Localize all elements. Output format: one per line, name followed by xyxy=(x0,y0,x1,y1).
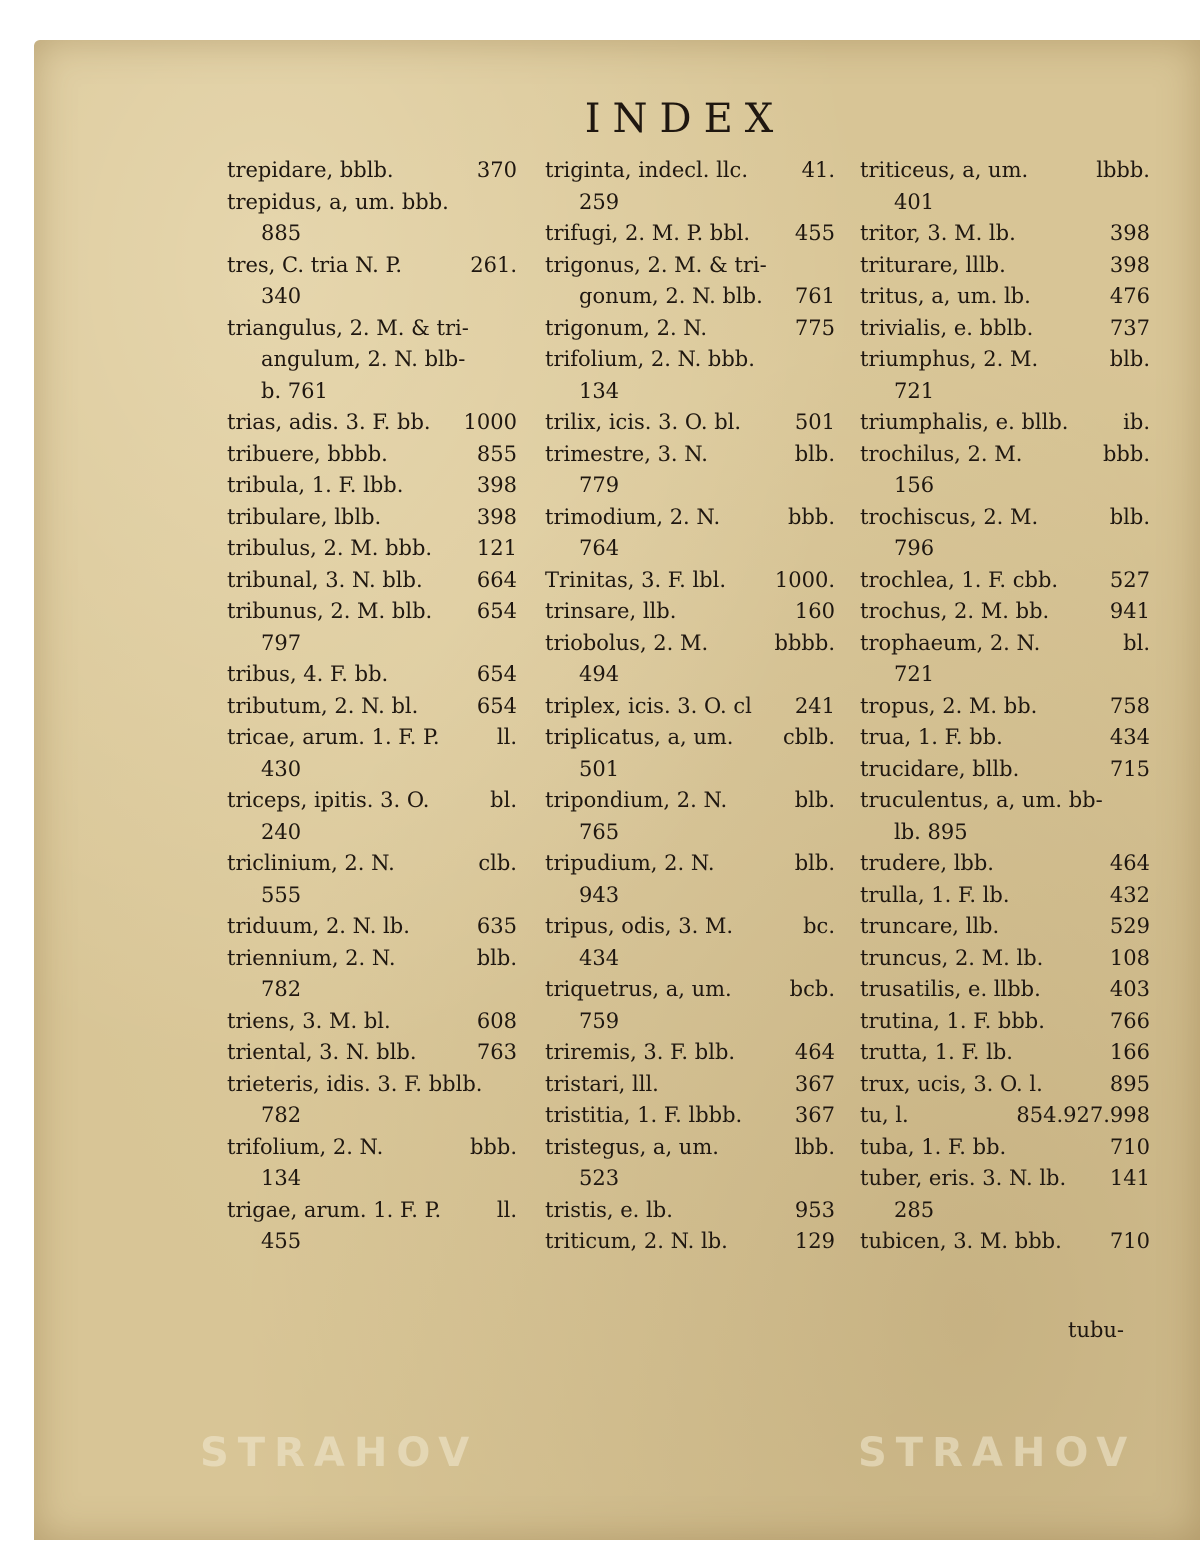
index-entry xyxy=(860,439,1150,471)
page-ref: 455 xyxy=(794,221,835,245)
index-term: 430 xyxy=(261,756,302,781)
index-entry xyxy=(545,1069,835,1101)
index-term: triclinium, 2. N. xyxy=(227,851,395,875)
index-term: 340 xyxy=(261,284,302,308)
page-ref: 432 xyxy=(1109,882,1150,907)
index-term: 721 xyxy=(894,662,935,686)
index-entry xyxy=(860,880,1150,912)
page-ref: 403 xyxy=(1109,977,1150,1001)
index-entry xyxy=(227,880,517,912)
index-term: Trinitas, 3. F. lbl. xyxy=(545,567,727,592)
index-term: trigonum, 2. N. xyxy=(545,315,708,340)
index-entry xyxy=(545,943,835,975)
index-term: 885 xyxy=(261,221,302,245)
index-entry xyxy=(227,281,517,313)
index-entry xyxy=(860,250,1150,282)
index-term: trifolium, 2. N. xyxy=(227,1134,384,1159)
index-entry xyxy=(860,628,1150,660)
page-ref: clb. xyxy=(478,851,517,875)
index-entry xyxy=(227,470,517,502)
page-ref: 398 xyxy=(1109,252,1150,277)
index-column-2 xyxy=(545,155,835,1258)
page-ref: 529 xyxy=(1109,914,1150,938)
index-term: triticum, 2. N. lb. xyxy=(545,1229,728,1253)
page-ref: 763 xyxy=(476,1040,517,1064)
index-term: triremis, 3. F. blb. xyxy=(545,1040,736,1064)
index-entry xyxy=(545,218,835,250)
index-entry xyxy=(545,1006,835,1038)
index-term: triumphalis, e. bllb. xyxy=(860,410,1069,434)
page-ref: 758 xyxy=(1109,693,1150,718)
index-entry xyxy=(545,754,835,786)
index-term: trophaeum, 2. N. xyxy=(860,630,1041,655)
index-entry xyxy=(227,218,517,250)
index-entry xyxy=(545,1037,835,1069)
index-term: triginta, indecl. llc. xyxy=(545,158,748,182)
page-ref: lbb. xyxy=(794,1134,835,1159)
index-term: trimodium, 2. N. xyxy=(545,504,721,529)
index-term: tribulare, lblb. xyxy=(227,504,382,529)
index-entry xyxy=(545,439,835,471)
index-entry xyxy=(227,407,517,439)
page-ref: blb. xyxy=(794,441,835,466)
index-term: trifolium, 2. N. bbb. xyxy=(545,347,755,371)
index-entry xyxy=(545,911,835,943)
index-entry xyxy=(227,376,517,408)
index-term: triplex, icis. 3. O. cl xyxy=(545,693,752,718)
index-term: truculentus, a, um. bb- xyxy=(860,788,1103,812)
page-ref: bbb. xyxy=(1102,441,1150,466)
page-ref: 166 xyxy=(1109,1040,1150,1064)
index-entry xyxy=(860,1100,1150,1132)
index-entry xyxy=(860,470,1150,502)
index-term: 434 xyxy=(579,945,620,970)
index-entry xyxy=(860,754,1150,786)
index-term: trivialis, e. bblb. xyxy=(860,315,1034,340)
page-ref: 710 xyxy=(1109,1229,1150,1253)
index-entry xyxy=(227,439,517,471)
index-term: tribuere, bbbb. xyxy=(227,441,388,466)
index-term: 401 xyxy=(894,189,935,214)
index-entry xyxy=(227,565,517,597)
index-entry xyxy=(860,1195,1150,1227)
index-entry xyxy=(227,1069,517,1101)
index-entry xyxy=(545,250,835,282)
index-term: trudere, lbb. xyxy=(860,851,994,875)
index-term: tribunal, 3. N. blb. xyxy=(227,567,423,592)
index-entry xyxy=(545,596,835,628)
index-term: tripus, odis, 3. M. xyxy=(545,914,734,938)
index-term: 555 xyxy=(261,882,302,907)
page-ref: 664 xyxy=(476,567,517,592)
index-entry xyxy=(227,344,517,376)
page-ref: bbb. xyxy=(469,1134,517,1159)
index-entry xyxy=(227,1100,517,1132)
index-term: trochus, 2. M. bb. xyxy=(860,599,1050,623)
index-entry xyxy=(860,502,1150,534)
index-column-3 xyxy=(860,155,1150,1258)
page-ref: 1000 xyxy=(463,410,517,434)
index-term: triens, 3. M. bl. xyxy=(227,1008,391,1033)
index-entry xyxy=(545,974,835,1006)
index-term: 156 xyxy=(894,473,935,497)
index-term: 764 xyxy=(579,536,620,560)
index-term: triquetrus, a, um. xyxy=(545,977,732,1001)
index-entry xyxy=(545,659,835,691)
index-term: 782 xyxy=(261,1103,302,1127)
index-column-1 xyxy=(227,155,517,1258)
index-entry xyxy=(860,1069,1150,1101)
page-ref: blb. xyxy=(1109,347,1150,371)
index-term: 285 xyxy=(894,1197,935,1222)
index-term: 943 xyxy=(579,882,620,907)
page-ref: bbb. xyxy=(787,504,835,529)
index-term: trulla, 1. F. lb. xyxy=(860,882,1010,907)
index-term: trimestre, 3. N. xyxy=(545,441,708,466)
index-term: 455 xyxy=(261,1229,302,1253)
index-term: trochlea, 1. F. cbb. xyxy=(860,567,1059,592)
index-entry xyxy=(545,313,835,345)
index-entry xyxy=(860,691,1150,723)
index-term: gonum, 2. N. blb. xyxy=(579,284,763,308)
page-ref: 241 xyxy=(794,693,835,718)
index-entry xyxy=(860,1132,1150,1164)
index-term: trusatilis, e. llbb. xyxy=(860,977,1041,1001)
page-ref: 895 xyxy=(1109,1071,1150,1096)
index-entry xyxy=(227,691,517,723)
page-ref: blb. xyxy=(794,851,835,875)
index-term: lb. 895 xyxy=(894,819,968,844)
page-ref: ll. xyxy=(496,1197,517,1222)
index-term: 765 xyxy=(579,819,620,844)
index-term: tribulus, 2. M. bbb. xyxy=(227,536,433,560)
index-term: truncus, 2. M. lb. xyxy=(860,945,1044,970)
page-ref: 367 xyxy=(794,1103,835,1127)
index-entry xyxy=(227,848,517,880)
page-ref: 710 xyxy=(1109,1134,1150,1159)
index-term: tres, C. tria N. P. xyxy=(227,252,403,277)
index-entry xyxy=(545,691,835,723)
index-term: 782 xyxy=(261,977,302,1001)
index-entry xyxy=(545,880,835,912)
page-ref: 737 xyxy=(1109,315,1150,340)
index-entry xyxy=(227,1163,517,1195)
index-entry xyxy=(545,848,835,880)
index-entry xyxy=(227,250,517,282)
index-term: 759 xyxy=(579,1008,620,1033)
index-term: trigonus, 2. M. & tri- xyxy=(545,252,767,277)
index-entry xyxy=(860,596,1150,628)
index-term: trinsare, llb. xyxy=(545,599,677,623)
page-ref: 941 xyxy=(1109,599,1150,623)
index-term: 134 xyxy=(261,1166,302,1190)
index-entry xyxy=(860,407,1150,439)
index-entry xyxy=(227,596,517,628)
index-entry xyxy=(545,1226,835,1258)
index-term: tritor, 3. M. lb. xyxy=(860,221,1016,245)
index-term: 796 xyxy=(894,536,935,560)
index-entry xyxy=(545,565,835,597)
index-entry xyxy=(227,911,517,943)
page-ref: lbbb. xyxy=(1096,158,1150,182)
index-term: tropus, 2. M. bb. xyxy=(860,693,1038,718)
index-term: triental, 3. N. blb. xyxy=(227,1040,417,1064)
index-entry xyxy=(227,974,517,1006)
page-ref: 654 xyxy=(476,599,517,623)
index-term: truncare, llb. xyxy=(860,914,1000,938)
page-ref: 715 xyxy=(1109,756,1150,781)
index-entry xyxy=(545,1163,835,1195)
index-term: tristis, e. lb. xyxy=(545,1197,673,1222)
index-term: trochilus, 2. M. xyxy=(860,441,1023,466)
index-entry xyxy=(227,659,517,691)
index-term: b. 761 xyxy=(261,378,328,403)
index-entry xyxy=(227,1226,517,1258)
index-entry xyxy=(860,565,1150,597)
index-entry xyxy=(545,155,835,187)
index-term: angulum, 2. N. blb- xyxy=(261,347,466,371)
page-ref: bl. xyxy=(1123,630,1150,655)
index-entry xyxy=(545,817,835,849)
index-term: trias, adis. 3. F. bb. xyxy=(227,410,431,434)
index-term: tritus, a, um. lb. xyxy=(860,284,1031,308)
page-ref: 121 xyxy=(476,536,517,560)
index-term: trilix, icis. 3. O. bl. xyxy=(545,410,742,434)
page-ref: 766 xyxy=(1109,1008,1150,1033)
page-ref: 775 xyxy=(794,315,835,340)
page-ref: 527 xyxy=(1109,567,1150,592)
index-entry xyxy=(227,1195,517,1227)
index-entry xyxy=(545,470,835,502)
index-entry xyxy=(860,1163,1150,1195)
index-term: trepidare, bblb. xyxy=(227,158,394,182)
page-ref: 476 xyxy=(1109,284,1150,308)
index-entry xyxy=(860,376,1150,408)
page-ref: 129 xyxy=(794,1229,835,1253)
page-ref: bc. xyxy=(803,914,835,938)
index-term: 523 xyxy=(579,1166,620,1190)
page-ref: 367 xyxy=(794,1071,835,1096)
index-entry xyxy=(227,1132,517,1164)
index-term: triangulus, 2. M. & tri- xyxy=(227,315,469,340)
index-term: trieteris, idis. 3. F. bblb. xyxy=(227,1071,483,1096)
page-ref: 654 xyxy=(476,693,517,718)
index-term: 240 xyxy=(261,819,302,844)
index-entry xyxy=(860,344,1150,376)
index-entry xyxy=(227,754,517,786)
catchword: tubu- xyxy=(1068,1318,1125,1342)
index-entry xyxy=(860,974,1150,1006)
index-term: triennium, 2. N. xyxy=(227,945,396,970)
index-entry xyxy=(860,533,1150,565)
index-entry xyxy=(227,785,517,817)
index-term: tribula, 1. F. lbb. xyxy=(227,473,404,497)
index-term: tristitia, 1. F. lbbb. xyxy=(545,1103,743,1127)
index-entry xyxy=(227,502,517,534)
page-ref: bcb. xyxy=(789,977,835,1001)
index-term: 259 xyxy=(579,189,620,214)
index-term: tripudium, 2. N. xyxy=(545,851,715,875)
page-ref: blb. xyxy=(1109,504,1150,529)
index-entry xyxy=(227,313,517,345)
index-entry xyxy=(860,911,1150,943)
page-ref: 434 xyxy=(1109,725,1150,749)
index-entry xyxy=(860,817,1150,849)
index-entry xyxy=(545,533,835,565)
index-entry xyxy=(545,407,835,439)
page-ref: bbbb. xyxy=(774,630,835,655)
index-entry xyxy=(545,628,835,660)
index-term: triturare, lllb. xyxy=(860,252,1006,277)
index-term: triceps, ipitis. 3. O. xyxy=(227,788,430,812)
index-entry xyxy=(227,722,517,754)
index-entry xyxy=(545,785,835,817)
index-term: trucidare, bllb. xyxy=(860,756,1020,781)
index-entry xyxy=(860,218,1150,250)
index-term: tu, l. xyxy=(860,1103,909,1127)
index-term: tripondium, 2. N. xyxy=(545,788,728,812)
index-entry xyxy=(860,187,1150,219)
index-entry xyxy=(860,659,1150,691)
page-ref: 654 xyxy=(476,662,517,686)
page-ref: 854.927.998 xyxy=(1016,1103,1150,1127)
page-ref: 761 xyxy=(794,284,835,308)
index-term: trux, ucis, 3. O. l. xyxy=(860,1071,1043,1096)
index-term: 501 xyxy=(579,756,620,781)
page-ref: 108 xyxy=(1109,945,1150,970)
page-ref: 398 xyxy=(476,504,517,529)
library-stamp-right: STRAHOV xyxy=(858,1430,1137,1476)
index-term: triobolus, 2. M. xyxy=(545,630,709,655)
index-term: triplicatus, a, um. xyxy=(545,725,734,749)
index-entry xyxy=(860,1037,1150,1069)
index-entry xyxy=(860,848,1150,880)
index-term: 779 xyxy=(579,473,620,497)
index-entry xyxy=(860,785,1150,817)
index-term: 134 xyxy=(579,378,620,403)
index-entry xyxy=(860,1006,1150,1038)
index-term: trifugi, 2. M. P. bbl. xyxy=(545,221,751,245)
index-entry xyxy=(227,628,517,660)
index-entry xyxy=(227,187,517,219)
index-entry xyxy=(227,817,517,849)
index-entry xyxy=(545,344,835,376)
page-ref: 501 xyxy=(794,410,835,434)
index-entry xyxy=(545,281,835,313)
index-entry xyxy=(860,943,1150,975)
index-term: tricae, arum. 1. F. P. xyxy=(227,725,440,749)
index-entry xyxy=(227,533,517,565)
page-ref: 464 xyxy=(1109,851,1150,875)
index-term: tristari, lll. xyxy=(545,1071,659,1096)
index-term: triduum, 2. N. lb. xyxy=(227,914,410,938)
page-ref: 160 xyxy=(794,599,835,623)
index-term: tribus, 4. F. bb. xyxy=(227,662,389,686)
index-entry xyxy=(545,187,835,219)
page-ref: 464 xyxy=(794,1040,835,1064)
index-term: triumphus, 2. M. xyxy=(860,347,1039,371)
index-term: 797 xyxy=(261,630,302,655)
index-entry xyxy=(860,1226,1150,1258)
index-term: trepidus, a, um. bbb. xyxy=(227,189,449,214)
page-ref: ll. xyxy=(496,725,517,749)
library-stamp-left: STRAHOV xyxy=(200,1430,479,1476)
page-ref: 635 xyxy=(476,914,517,938)
index-entry xyxy=(860,281,1150,313)
index-entry xyxy=(227,155,517,187)
index-term: trua, 1. F. bb. xyxy=(860,725,1003,749)
index-entry xyxy=(545,1100,835,1132)
index-term: trutta, 1. F. lb. xyxy=(860,1040,1013,1064)
index-entry xyxy=(545,376,835,408)
page-ref: 398 xyxy=(1109,221,1150,245)
page-heading: INDEX xyxy=(584,96,786,142)
index-entry xyxy=(860,155,1150,187)
index-entry xyxy=(227,1037,517,1069)
page-ref: blb. xyxy=(794,788,835,812)
index-term: 494 xyxy=(579,662,620,686)
index-entry xyxy=(545,1132,835,1164)
page-ref: 398 xyxy=(476,473,517,497)
index-term: tristegus, a, um. xyxy=(545,1134,719,1159)
index-term: trigae, arum. 1. F. P. xyxy=(227,1197,442,1222)
index-entry xyxy=(545,1195,835,1227)
index-term: trochiscus, 2. M. xyxy=(860,504,1039,529)
page-ref: 1000. xyxy=(774,567,835,592)
index-term: triticeus, a, um. xyxy=(860,158,1029,182)
index-entry xyxy=(860,313,1150,345)
index-term: trutina, 1. F. bbb. xyxy=(860,1008,1045,1033)
page-ref: 608 xyxy=(476,1008,517,1033)
page-ref: 261. xyxy=(470,252,517,277)
index-term: tubicen, 3. M. bbb. xyxy=(860,1229,1062,1253)
page-ref: cblb. xyxy=(782,725,835,749)
page-ref: 370 xyxy=(476,158,517,182)
index-entry xyxy=(860,722,1150,754)
page-ref: blb. xyxy=(476,945,517,970)
page-ref: 953 xyxy=(794,1197,835,1222)
index-entry xyxy=(227,943,517,975)
index-term: tuba, 1. F. bb. xyxy=(860,1134,1007,1159)
index-term: tuber, eris. 3. N. lb. xyxy=(860,1166,1067,1190)
index-term: 721 xyxy=(894,378,935,403)
index-entry xyxy=(227,1006,517,1038)
page-ref: bl. xyxy=(490,788,517,812)
index-entry xyxy=(545,722,835,754)
index-entry xyxy=(545,502,835,534)
page-ref: ib. xyxy=(1123,410,1150,434)
page-ref: 855 xyxy=(476,441,517,466)
index-term: tribunus, 2. M. blb. xyxy=(227,599,433,623)
index-term: tributum, 2. N. bl. xyxy=(227,693,419,718)
page-ref: 141 xyxy=(1109,1166,1150,1190)
page-ref: 41. xyxy=(801,158,835,182)
